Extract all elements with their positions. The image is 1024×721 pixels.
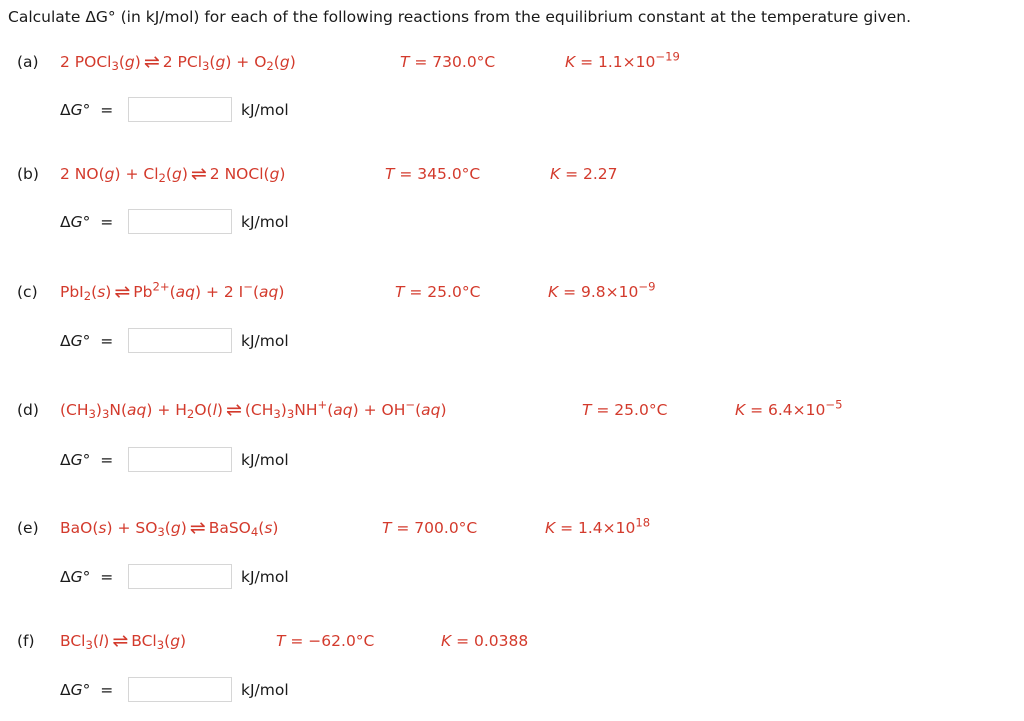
delta-g-label: ΔG° = [60, 568, 114, 586]
delta-g-label: ΔG° = [60, 451, 114, 469]
temperature-value: T = 700.0°C [382, 519, 478, 537]
delta-g-label: ΔG° = [60, 213, 114, 231]
part-label: (d) [17, 401, 39, 419]
unit-label: kJ/mol [241, 451, 289, 469]
unit-label: kJ/mol [241, 681, 289, 699]
part-label: (b) [17, 165, 39, 183]
reaction-equation: $(CH_3)_3N(aq) + H_2O(l)$ ⇌ $(CH_3)_3NH^+(aq) + OH^-(aq)$ [60, 397, 447, 421]
unit-label: kJ/mol [241, 213, 289, 231]
reaction-equation: BCl$_3$(l) ⇌ BCl$_3$(g) [60, 630, 187, 652]
delta-g-input-b[interactable] [128, 209, 232, 234]
temperature-value: T = 345.0°C [385, 165, 481, 183]
unit-label: kJ/mol [241, 101, 289, 119]
delta-g-label: ΔG° = [60, 681, 114, 699]
temperature-value: T = −62.0°C [276, 632, 375, 650]
unit-label: kJ/mol [241, 568, 289, 586]
part-label: (a) [17, 53, 39, 71]
part-label: (c) [17, 283, 38, 301]
equilibrium-constant: $K = 1.1\times 10^{-19}$ [565, 49, 680, 71]
equilibrium-constant: $K = 6.4\times 10^{-5}$ [735, 397, 843, 419]
temperature-value: T = 730.0°C [400, 53, 496, 71]
part-label: (e) [17, 519, 39, 537]
part-label: (f) [17, 632, 35, 650]
delta-g-input-a[interactable] [128, 97, 232, 122]
delta-g-label: ΔG° = [60, 101, 114, 119]
reaction-equation: PbI$_2$(s) ⇌ $Pb^{2+}(aq) + 2$ I−(aq) [60, 279, 285, 303]
delta-g-input-d[interactable] [128, 447, 232, 472]
delta-g-input-f[interactable] [128, 677, 232, 702]
equilibrium-constant: K = 0.0388 [441, 632, 529, 650]
reaction-equation: 2 $NO(g) + Cl_2(g)$ ⇌ 2 NOCl(g) [60, 163, 286, 185]
equilibrium-constant: $K = 9.8\times 10^{-9}$ [548, 279, 656, 301]
delta-g-input-c[interactable] [128, 328, 232, 353]
reaction-equation: 2 POCl$_3$(g) ⇌ 2 $PCl_3(g) + O_2(g)$ [60, 51, 296, 73]
reaction-equation: $BaO(s) + SO_3(g)$ ⇌ BaSO$_4$(s) [60, 517, 279, 539]
equilibrium-constant: $K = 1.4\times 10^{18}$ [545, 515, 651, 537]
temperature-value: T = 25.0°C [395, 283, 481, 301]
temperature-value: T = 25.0°C [582, 401, 668, 419]
instructions: Calculate ΔG° (in kJ/mol) for each of the following reactions from the equilibrium constant at the temperature given. [8, 8, 911, 26]
delta-g-label: ΔG° = [60, 332, 114, 350]
equilibrium-constant: K = 2.27 [550, 165, 618, 183]
unit-label: kJ/mol [241, 332, 289, 350]
delta-g-input-e[interactable] [128, 564, 232, 589]
